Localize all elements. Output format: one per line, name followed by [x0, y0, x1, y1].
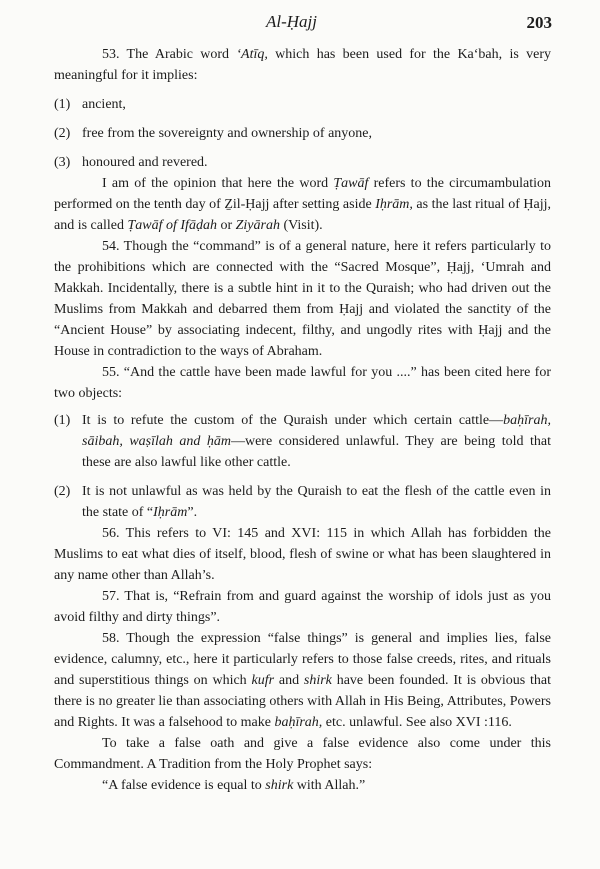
note-55-intro: 55. “And the cattle have been made lawful for you ....” has been cited here for two objects: — [54, 365, 551, 401]
note-55-item-2: (2) It is not unlawful as was held by the Quraish to eat the flesh of the cattle even in the state of “Iḥrām”. — [54, 484, 551, 520]
running-header-title: Al-Ḥajj — [266, 12, 317, 31]
note-53-item-2: (2) free from the sovereignty and ownership of anyone, — [54, 126, 373, 141]
note-58-oath: To take a false oath and give a false evidence also come under this Commandment. A Tradition from the Holy Prophet says: — [54, 736, 551, 772]
note-58-quote: “A false evidence is equal to shirk with Allah.” — [102, 778, 366, 793]
note-55-item-1: (1) It is to refute the custom of the Quraish under which certain cattle—baḥīrah, sāibah, waṣīlah and ḥām—were considered unlawful. They are being told that these are also lawful like other cattle. — [54, 413, 551, 470]
note-57: 57. That is, “Refrain from and guard against the worship of idols just as you avoid filthy and dirty things”. — [54, 589, 551, 625]
note-53-intro: 53. The Arabic word ‘Atīq, which has been used for the Ka‘bah, is very meaningful for it implies: — [54, 47, 551, 83]
note-53-item-1: (1) ancient, — [54, 97, 126, 112]
note-56: 56. This refers to VI: 145 and XVI: 115 in which Allah has forbidden the Muslims to eat what dies of itself, blood, flesh of swine or what has been slaughtered in any name other than Allah’s. — [54, 526, 551, 583]
page-body — [54, 44, 551, 796]
page-number: 203 — [526, 13, 552, 32]
note-53-item-3: (3) honoured and revered. — [54, 155, 208, 170]
note-53-tawaf: I am of the opinion that here the word Ṭawāf refers to the circumambulation performed on the tenth day of Ẕil-Ḥajj after setting aside Iḥrām, as the last ritual of Ḥajj, and is called Ṭawāf of Ifāḍah or Ziyārah (Visit). — [54, 176, 551, 233]
note-58: 58. Though the expression “false things” is general and implies lies, false evidence, calumny, etc., here it particularly refers to those false creeds, rites, and rituals and superstitious things on which kufr and shirk have been founded. It is obvious that there is no greater lie than associating others with Allah in His Being, Attributes, Powers and Rights. It was a falsehood to make baḥīrah, etc. unlawful. See also XVI :116. — [54, 631, 552, 730]
note-54: 54. Though the “command” is of a general nature, here it refers particularly to the prohibitions which are connected with the “Sacred Mosque”, Ḥajj, ‘Umrah and Makkah. Incidentally, there is a subtle hint in it to the Quraish; who had driven out the Muslims from Makkah and debarred them from Ḥajj and violated the sanctity of the “Ancient House” by associating indecent, filthy, and ungodly rites with Ḥajj and the House in contradiction to the ways of Abraham. — [54, 239, 551, 359]
